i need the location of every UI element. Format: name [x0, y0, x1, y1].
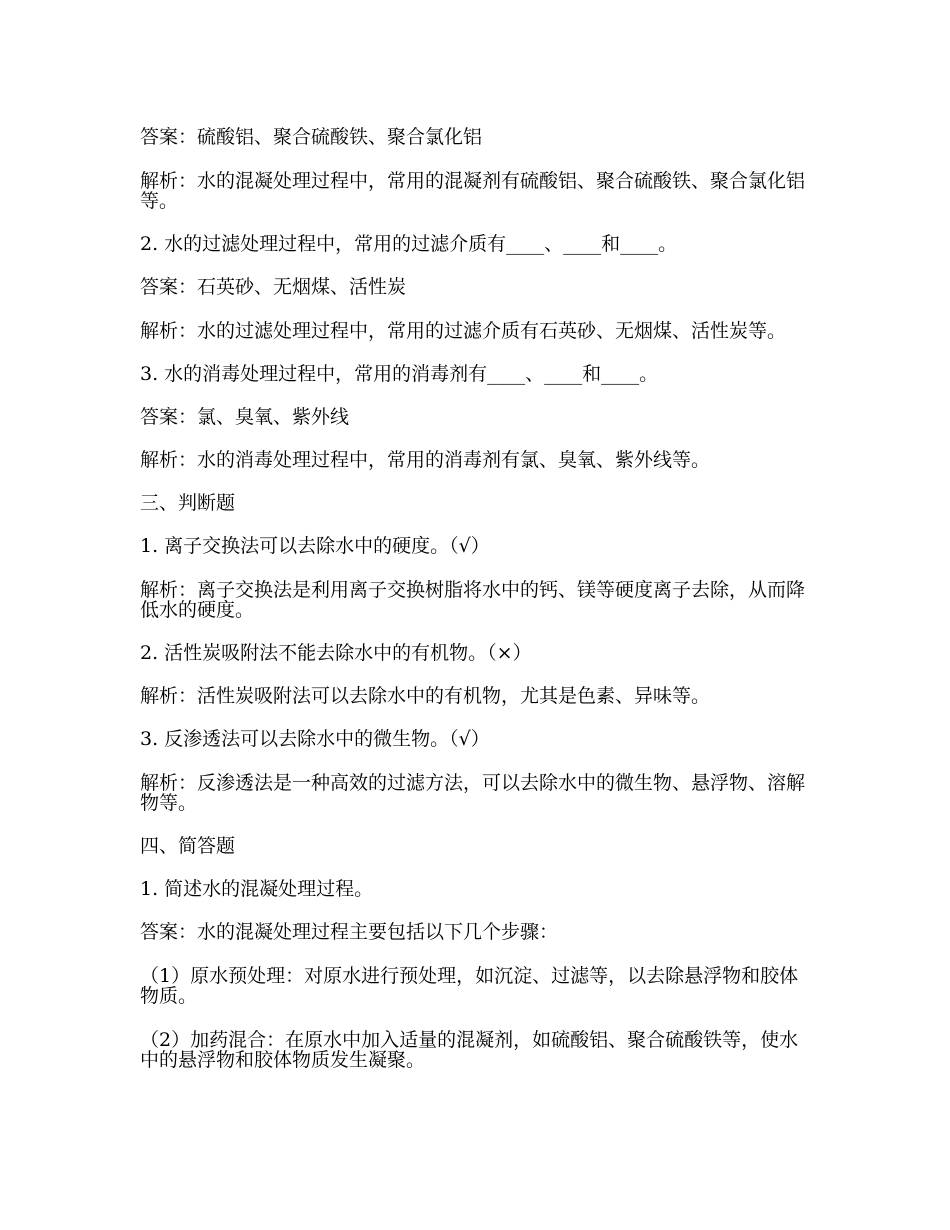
explanation-paragraph: 解析：离子交换法是利用离子交换树脂将水中的钙、镁等硬度离子去除，从而降低水的硬度。: [140, 579, 806, 621]
answer-line: 答案：氯、臭氧、紫外线: [140, 406, 350, 428]
section-heading: 三、判断题: [140, 492, 236, 514]
question-line: 2. 活性炭吸附法不能去除水中的有机物。（×）: [140, 642, 532, 664]
answer-line: 答案：硫酸铝、聚合硫酸铁、聚合氯化铝: [140, 126, 483, 148]
question-line: 1. 简述水的混凝处理过程。: [140, 878, 374, 900]
explanation-paragraph: 解析：活性炭吸附法可以去除水中的有机物，尤其是色素、异味等。: [140, 685, 711, 707]
step-paragraph: （1）原水预处理：对原水进行预处理，如沉淀、过滤等，以去除悬浮物和胶体物质。: [140, 965, 799, 1007]
explanation-paragraph: 解析：水的消毒处理过程中，常用的消毒剂有氯、臭氧、紫外线等。: [140, 449, 711, 471]
answer-line: 答案：水的混凝处理过程主要包括以下几个步骤：: [140, 921, 559, 943]
explanation-paragraph: 解析：水的过滤处理过程中，常用的过滤介质有石英砂、无烟煤、活性炭等。: [140, 320, 787, 342]
question-line: 1. 离子交换法可以去除水中的硬度。（√）: [140, 535, 490, 557]
question-line: 2. 水的过滤处理过程中，常用的过滤介质有____、____和____。: [140, 233, 678, 255]
document-body: [140, 128, 810, 1094]
section-heading: 四、简答题: [140, 835, 236, 857]
answer-line: 答案：石英砂、无烟煤、活性炭: [140, 276, 407, 298]
question-line: 3. 反渗透法可以去除水中的微生物。（√）: [140, 728, 490, 750]
question-line: 3. 水的消毒处理过程中，常用的消毒剂有____、____和____。: [140, 363, 659, 385]
explanation-paragraph: 解析：水的混凝处理过程中，常用的混凝剂有硫酸铝、聚合硫酸铁、聚合氯化铝等。: [140, 170, 806, 212]
step-paragraph: （2）加药混合：在原水中加入适量的混凝剂，如硫酸铝、聚合硫酸铁等，使水中的悬浮物和胶体物质发生凝聚。: [140, 1029, 799, 1071]
explanation-paragraph: 解析：反渗透法是一种高效的过滤方法，可以去除水中的微生物、悬浮物、溶解物等。: [140, 772, 806, 814]
